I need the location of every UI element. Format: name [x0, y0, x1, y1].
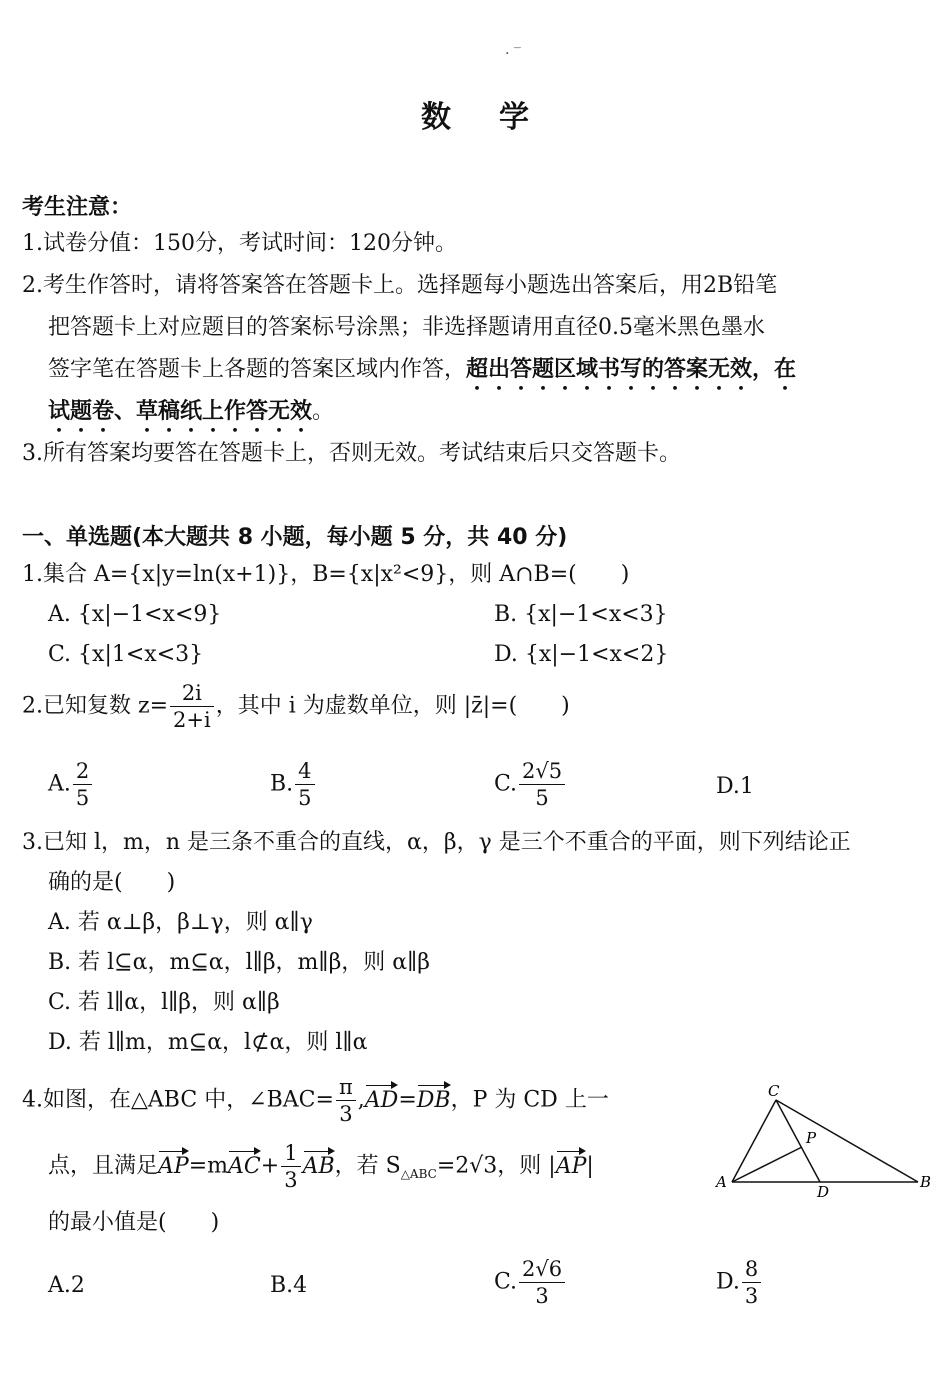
- q4-coef-frac: [281, 1142, 300, 1191]
- q4-vec-ab: AB: [303, 1148, 335, 1182]
- q3-option-d: D. 若 l∥m，m⊆α，l⊄α，则 l∥α: [48, 1030, 368, 1055]
- q4-option-c-label: C.: [494, 1269, 518, 1295]
- q4-option-b: [270, 1271, 307, 1301]
- notice-item-1: 1.试卷分值：150分，考试时间：120分钟。: [22, 231, 457, 256]
- q4-stem-line1: 4.如图，在△ABC 中，∠BAC= $\frac{\pi}{3}$ ,AD=DB，P 为 CD 上一: [22, 1075, 609, 1127]
- label-c: C: [768, 1082, 780, 1100]
- q2-option-a-num: 2: [73, 760, 92, 785]
- q2-option-c: [494, 760, 567, 809]
- q2-frac-num: 2i: [170, 682, 214, 707]
- segment-ap: [732, 1147, 802, 1182]
- q3-stem-line2: 确的是( ): [48, 870, 176, 895]
- triangle-figure: [700, 1075, 940, 1205]
- q4-option-a-text: 2: [70, 1273, 85, 1298]
- notice-item-2-line3-text: 签字笔在答题卡上各题的答案区域内作答，: [48, 357, 467, 382]
- q4-coef-num: 1: [281, 1142, 300, 1167]
- q2-option-d-text: 1: [739, 774, 754, 799]
- notice-item-2-line4: [48, 397, 334, 437]
- q1-option-c: C. {x|1<x<3}: [48, 642, 204, 667]
- q3-option-b: B. 若 l⊆α，m⊆α，l∥β，m∥β，则 α∥β: [48, 950, 431, 975]
- q2-option-b: [270, 760, 317, 809]
- q4-option-b-label: B.: [270, 1273, 294, 1298]
- q2-option-d-label: D.: [716, 774, 740, 799]
- q4-area-sub: △ABC: [400, 1166, 437, 1181]
- q2-stem-post: ，其中 i 为虚数单位，则 |z̄|=( ): [215, 693, 570, 719]
- q2-option-c-num: 2√5: [519, 760, 565, 785]
- q4-vec-ap-2: AP: [556, 1148, 587, 1182]
- q4-option-d-frac: [742, 1258, 761, 1307]
- q1-option-d: D. {x|−1<x<2}: [494, 642, 669, 667]
- q4-vec-ap: AP: [158, 1148, 189, 1182]
- q2-option-b-label: B.: [270, 771, 294, 797]
- q4-line2-area: =2√3，则 |: [436, 1153, 556, 1179]
- q2-option-c-frac: [519, 760, 565, 809]
- q2-option-b-num: 4: [295, 760, 314, 785]
- q4-angle-den: 3: [339, 1102, 353, 1127]
- label-b: B: [920, 1173, 932, 1191]
- notice-item-3: 3.所有答案均要答在答题卡上，否则无效。考试结束后只交答题卡。: [22, 441, 681, 466]
- edge-ac: [732, 1100, 776, 1182]
- page-title: 数学: [421, 100, 577, 135]
- notice-period: 。: [312, 399, 335, 424]
- notice-emphasis-1: 超出答题区域书写的答案无效，在: [466, 357, 797, 382]
- q1-stem: 1.集合 A={x|y=ln(x+1)}，B={x|x²<9}，则 A∩B=( ): [22, 562, 630, 587]
- q2-option-b-frac: [295, 760, 314, 809]
- q2-option-a-den: 5: [75, 786, 90, 811]
- notice-item-2-line3: [48, 355, 796, 395]
- q4-vec-ad: AD: [365, 1082, 399, 1116]
- q4-option-c-frac: [519, 1258, 565, 1307]
- q2-option-a-frac: [73, 760, 92, 809]
- q2-option-a-label: A.: [48, 771, 71, 797]
- q4-line2-pre: 点，且满足: [48, 1153, 159, 1179]
- q2-option-c-label: C.: [494, 771, 518, 797]
- q4-angle-frac: [336, 1076, 356, 1125]
- q4-angle-num: π: [336, 1076, 356, 1101]
- notice-item-2-line2: 把答题卡上对应题目的答案标号涂黑；非选择题请用直径0.5毫米黑色墨水: [48, 315, 765, 340]
- notice-emphasis-2: 试题卷、草稿纸上作答无效: [48, 399, 313, 424]
- q4-option-c: [494, 1258, 567, 1307]
- q4-option-a: [48, 1271, 85, 1301]
- label-d: D: [817, 1183, 830, 1201]
- q4-m: =m: [188, 1153, 229, 1179]
- q4-line2-end: |: [586, 1153, 594, 1179]
- q2-stem-pre: 2.已知复数 z=: [22, 693, 169, 719]
- q4-stem-pre: 4.如图，在△ABC 中，∠BAC=: [22, 1087, 334, 1113]
- q4-plus: +: [260, 1153, 280, 1179]
- q3-option-c: C. 若 l∥α，l∥β，则 α∥β: [48, 990, 280, 1015]
- q4-vec-ac: AC: [228, 1148, 261, 1182]
- q4-eq: =: [398, 1087, 417, 1113]
- q4-coef-den: 3: [284, 1168, 298, 1193]
- q4-line2-mid: ，若 S: [334, 1153, 401, 1179]
- q4-option-d: [716, 1258, 763, 1307]
- q2-option-c-den: 5: [535, 786, 549, 811]
- q4-stem-post: ，P 为 CD 上一: [450, 1087, 609, 1113]
- q4-option-c-den: 3: [535, 1284, 549, 1309]
- q4-stem-line2: [48, 1142, 594, 1191]
- q2-option-b-den: 5: [298, 786, 312, 811]
- q4-option-d-num: 8: [742, 1258, 761, 1283]
- q4-stem-line3: 的最小值是( ): [48, 1210, 220, 1235]
- q4-vec-db: DB: [417, 1082, 451, 1116]
- q2-stem: [22, 682, 570, 731]
- q2-option-d: [716, 772, 754, 802]
- q4-option-b-text: 4: [293, 1273, 308, 1298]
- q1-option-a: A. {x|−1<x<9}: [48, 602, 222, 627]
- q3-stem-line1: 3.已知 l，m，n 是三条不重合的直线，α，β，γ 是三个不重合的平面，则下列结论正: [22, 830, 851, 855]
- q4-option-d-den: 3: [744, 1284, 759, 1309]
- notice-heading: 考生注意：: [22, 195, 133, 220]
- q4-option-d-label: D.: [716, 1269, 740, 1295]
- section-heading: 一、单选题(本大题共 8 小题，每小题 5 分，共 40 分): [22, 525, 568, 550]
- q3-option-a: A. 若 α⊥β，β⊥γ，则 α∥γ: [48, 910, 313, 935]
- q2-fraction: [170, 682, 214, 731]
- q2-option-a: [48, 760, 94, 809]
- q1-option-b: B. {x|−1<x<3}: [494, 602, 668, 627]
- header-marks: · ‾: [505, 46, 521, 62]
- label-p: P: [806, 1129, 817, 1147]
- q4-option-a-label: A.: [48, 1273, 71, 1298]
- q2-frac-den: 2+i: [173, 708, 211, 733]
- notice-item-2: 2.考生作答时，请将答案答在答题卡上。选择题每小题选出答案后，用2B铅笔: [22, 273, 778, 298]
- label-a: A: [716, 1173, 727, 1191]
- q4-option-c-num: 2√6: [519, 1258, 565, 1283]
